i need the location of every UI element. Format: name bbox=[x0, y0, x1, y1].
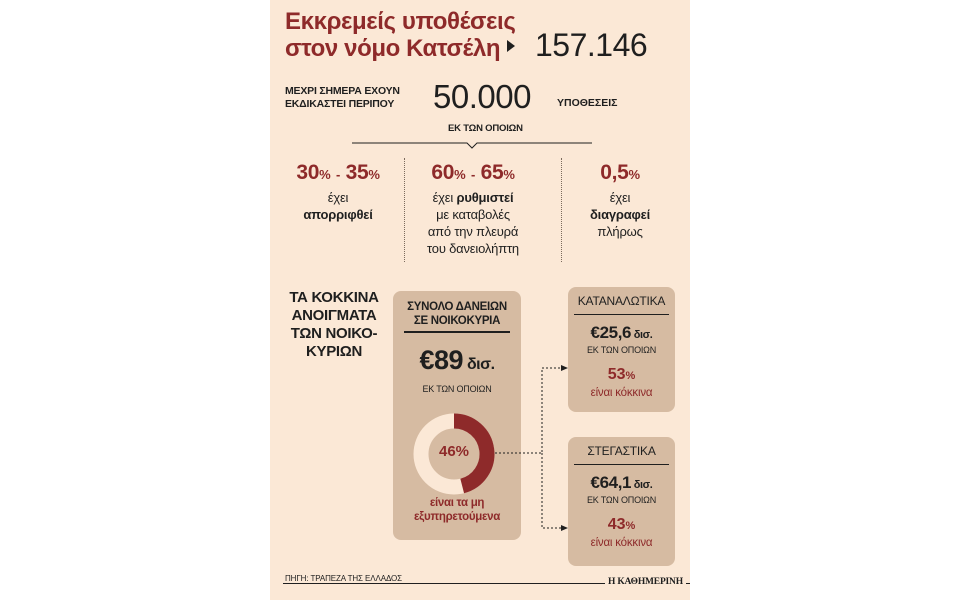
red-loans-heading: ΤΑ ΚΟΚΚΙΝΑ ΑΝΟΙΓΜΑΤΑ ΤΩΝ ΝΟΙΚΟ- ΚΥΡΙΩΝ bbox=[289, 289, 379, 360]
judged-cases-label bbox=[285, 85, 435, 111]
outcome-rejected bbox=[273, 161, 403, 223]
infographic-title bbox=[285, 8, 525, 62]
outcome-written-off-desc: έχει διαγραφεί πλήρως bbox=[589, 190, 651, 239]
outcome-written-off bbox=[555, 161, 685, 240]
consumer-red-percent: 53% bbox=[607, 366, 636, 383]
outcome-written-off-value: 0,5% bbox=[600, 161, 640, 184]
housing-red-percent: 43% bbox=[607, 516, 636, 533]
consumer-loans-title: ΚΑΤΑΝΑΛΩΤΙΚΑ bbox=[577, 294, 666, 308]
consumer-loans-amount: €25,6 δισ. bbox=[590, 323, 653, 342]
connector-arrows bbox=[490, 360, 570, 535]
outcome-settled-desc: έχει ρυθμιστεί με καταβολές από την πλευρά του δανειολήπτη bbox=[427, 190, 519, 256]
source-note: ΠΗΓΗ: ΤΡΑΠΕΖΑ ΤΗΣ ΕΛΛΑΔΟΣ bbox=[285, 574, 405, 583]
column-divider bbox=[404, 158, 405, 262]
npl-description: είναι τα μη εξυπηρετούμενα bbox=[414, 497, 500, 523]
arrow-right-icon bbox=[561, 525, 568, 531]
housing-loans-title: ΣΤΕΓΑΣΤΙΚΑ bbox=[587, 444, 656, 458]
total-loans-amount: €89 δισ. bbox=[419, 345, 495, 375]
divider bbox=[574, 464, 669, 465]
housing-red-text: είναι κόκκινα bbox=[590, 537, 653, 549]
title-line-2: στον νόμο Κατσέλη bbox=[285, 35, 501, 62]
of-which-label: ΕΚ ΤΩΝ ΟΠΟΙΩΝ bbox=[422, 384, 492, 394]
housing-loans-amount: €64,1 δισ. bbox=[590, 473, 653, 492]
judged-label-line-2: ΕΚΔΙΚΑΣΤΕΙ ΠΕΡΙΠΟΥ bbox=[285, 98, 395, 110]
bracket-divider bbox=[352, 136, 592, 150]
outcome-rejected-value: 30% - 35% bbox=[296, 161, 380, 184]
title-line-1: Εκκρεμείς υποθέσεις bbox=[285, 8, 516, 35]
judged-cases-unit: ΥΠΟΘΕΣΕΙΣ bbox=[557, 97, 618, 109]
consumer-red-text: είναι κόκκινα bbox=[590, 387, 653, 399]
outcome-settled-value: 60% - 65% bbox=[431, 161, 515, 184]
total-loans-title: ΣΥΝΟΛΟ ΔΑΝΕΙΩΝ ΣΕ ΝΟΙΚΟΚΥΡΙΑ bbox=[407, 301, 507, 327]
publisher-logo: Η ΚΑΘΗΜΕΡΙΝΗ bbox=[605, 577, 686, 587]
of-which-label: ΕΚ ΤΩΝ ΟΠΟΙΩΝ bbox=[586, 495, 657, 505]
outcome-rejected-desc: έχει απορριφθεί bbox=[303, 190, 373, 222]
judged-label-line-1: ΜΕΧΡΙ ΣΗΜΕΡΑ ΕΧΟΥΝ bbox=[285, 85, 400, 97]
pending-cases-total: 157.146 bbox=[535, 27, 648, 63]
divider bbox=[404, 331, 510, 333]
arrow-right-icon bbox=[507, 40, 515, 52]
of-which-label: ΕΚ ΤΩΝ ΟΠΟΙΩΝ bbox=[586, 345, 657, 355]
arrow-right-icon bbox=[561, 365, 568, 371]
divider bbox=[574, 314, 669, 315]
judged-cases-number: 50.000 bbox=[433, 78, 531, 115]
outcome-settled bbox=[408, 161, 538, 257]
npl-percent-label: 46% bbox=[438, 443, 470, 460]
of-which-label: ΕΚ ΤΩΝ ΟΠΟΙΩΝ bbox=[448, 123, 523, 134]
